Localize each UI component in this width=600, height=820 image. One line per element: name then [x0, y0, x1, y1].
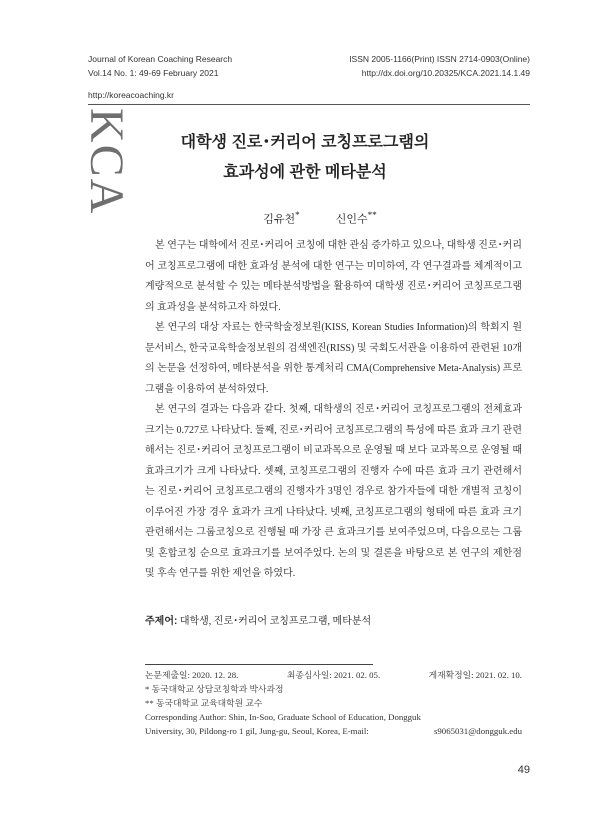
corresponding-author-line-1: Corresponding Author: Shin, In-Soo, Graduate School of Education, Dongguk [145, 712, 421, 722]
kca-logo: KCA [80, 108, 133, 216]
doi-link[interactable]: http://dx.doi.org/10.20325/KCA.2021.14.1.49 [361, 68, 530, 78]
affiliation-1: * 동국대학교 상담코칭학과 박사과정 [145, 684, 284, 694]
journal-name: Journal of Korean Coaching Research [88, 54, 233, 64]
title-line-2: 효과성에 관한 메타분석 [223, 164, 387, 181]
accepted-date: 게재확정일: 2021. 02. 10. [428, 670, 522, 680]
abstract-paragraph-3: 본 연구의 결과는 다음과 같다. 첫째, 대학생의 진로･커리어 코칭프로그램의 전체효과 크기는 0.727로 나타났다. 둘째, 진로･커리어 코칭프로그램의 특성에 따른 효과 크기 관련해서는 진로･커리어 코칭프로그램이 비교과목으로 운영될 때 보다 교과목으로 운영될 때 효과크기가 크게 나타났다. 셋째, 코칭프로그램의 진행자 수에 따른 효과 크기 관련해서는 진로･커리어 코칭프로그램의 진행자가 3명인 경우로 참가자들에 대한 개별적 코칭이 이루어진 가장 경우 효과가 크게 나타났다. 넷째, 코칭프로그램의 형태에 따른 효과 크기관련해서는 그룹코칭으로 진행될 때 가장 큰 효과크기를 보여주었으며, 다음으로는 그룹 및 혼합코칭 순으로 효과크기를 보여주었다. 논의 및 결론을 바탕으로 본 연구의 제한점 및 후속 연구를 위한 제언을 하였다. [145, 404, 522, 579]
affiliation-2: ** 동국대학교 교육대학원 교수 [145, 698, 263, 708]
journal-header-left [88, 52, 232, 80]
author-1-mark: * [295, 210, 300, 220]
footnotes [145, 668, 522, 738]
author-1: 김유천 [263, 213, 296, 226]
submission-dates [145, 668, 522, 682]
author-list [200, 210, 440, 227]
reviewed-date: 최종심사일: 2021. 02. 05. [286, 670, 381, 680]
corresponding-address: University, 30, Pildong-ro 1 gil, Jung-gu, Seoul, Korea, E-mail: [145, 726, 369, 736]
keywords [145, 612, 371, 627]
abstract-paragraph-1: 본 연구는 대학에서 진로･커리어 코칭에 대한 관심 증가하고 있으나, 대학생 진로･커리어 코칭프로그램에 대한 효과성 분석에 대한 연구는 미미하여, 각 연구결과를 체계적이고 계량적으로 분석할 수 있는 메타분석방법을 활용하여 대학생 진로･커리어 코칭프로그램의 효과성을 분석하고자 하였다. [145, 240, 522, 313]
corresponding-email[interactable]: s9065031@dongguk.edu [433, 726, 522, 736]
keywords-value: 대학생, 진로･커리어 코칭프로그램, 메타분석 [179, 616, 372, 627]
footnote-rule [145, 664, 373, 665]
corresponding-author-line-2 [145, 724, 522, 738]
abstract-paragraph-2: 본 연구의 대상 자료는 한국학술정보원(KISS, Korean Studies Information)의 학회지 원문서비스, 한국교육학술정보원의 검색엔진(RISS) 및 국회도서관을 이용하여 관련된 10개의 논문을 선정하여, 메타분석을 위한 통계처리 CMA(Comprehensive Meta-Analysis) 프로그램을 이용하여 분석하였다. [145, 322, 522, 395]
issn: ISSN 2005-1166(Print) ISSN 2714-0903(Online) [349, 54, 530, 64]
abstract [145, 236, 522, 585]
journal-volume: Vol.14 No. 1: 49-69 February 2021 [88, 68, 219, 78]
received-date: 논문제출일: 2020. 12. 28. [145, 670, 239, 680]
journal-url[interactable]: http://koreacoaching.kr [88, 90, 174, 100]
author-2-mark: ** [367, 210, 377, 220]
page-number: 49 [517, 764, 530, 776]
header-rule [88, 104, 530, 105]
title-line-1: 대학생 진로･커리어 코칭프로그램의 [180, 134, 430, 151]
paper-title [120, 128, 490, 188]
author-2: 신인수 [335, 213, 368, 226]
keywords-label: 주제어: [145, 616, 178, 627]
journal-header-right [349, 52, 530, 80]
